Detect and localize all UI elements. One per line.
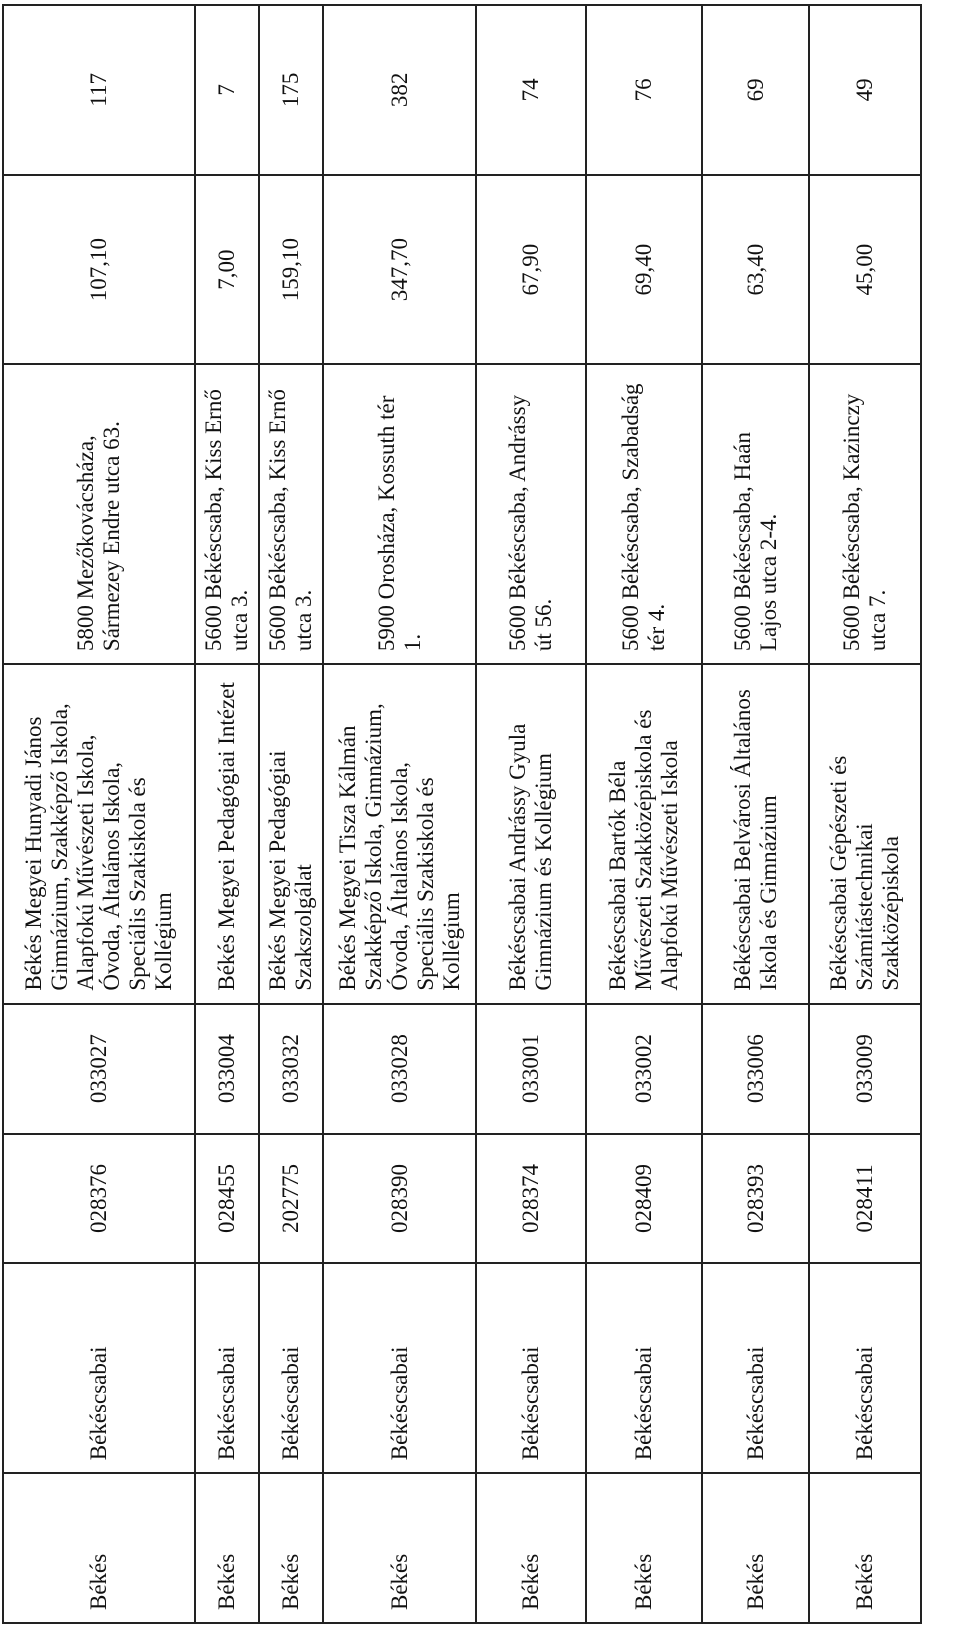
institution-name-cell: Békéscsabai Belvárosi Általános Iskola és Gimnázium [702,664,809,1004]
om-id-cell: 028374 [476,1134,586,1264]
county-cell: Békés [809,1473,921,1623]
institution-name-cell: Békés Megyei Pedagógiai Szakszolgálat [259,664,323,1004]
address-cell: 5600 Békéscsaba, Kiss Ernő utca 3. [195,364,259,664]
site-id-cell: 033001 [476,1004,586,1134]
table-row [702,5,809,1623]
district-cell: Békéscsabai [3,1263,195,1473]
address-cell: 5600 Békéscsaba, Kiss Ernő utca 3. [259,364,323,664]
county-cell: Békés [476,1473,586,1623]
value-b-cell: 69 [702,5,809,175]
address-cell: 5600 Békéscsaba, Szabadság tér 4. [586,364,702,664]
om-id-cell: 028411 [809,1134,921,1264]
district-cell: Békéscsabai [809,1263,921,1473]
district-cell: Békéscsabai [476,1263,586,1473]
table-row [586,5,702,1623]
value-b-cell: 7 [195,5,259,175]
institution-name-cell: Békéscsabai Gépészeti és Számítástechnikai Szakközépiskola [809,664,921,1004]
site-id-cell: 033006 [702,1004,809,1134]
value-a-cell: 45,00 [809,175,921,365]
table-row [3,5,195,1623]
value-b-cell: 74 [476,5,586,175]
site-id-cell: 033032 [259,1004,323,1134]
address-cell: 5600 Békéscsaba, Kazinczy utca 7. [809,364,921,664]
district-cell: Békéscsabai [195,1263,259,1473]
institution-table [2,4,922,1624]
county-cell: Békés [195,1473,259,1623]
site-id-cell: 033028 [323,1004,476,1134]
county-cell: Békés [3,1473,195,1623]
value-b-cell: 175 [259,5,323,175]
county-cell: Békés [702,1473,809,1623]
site-id-cell: 033009 [809,1004,921,1134]
value-a-cell: 347,70 [323,175,476,365]
institution-name-cell: Békés Megyei Hunyadi János Gimnázium, Szakképző Iskola, Alapfokú Művészeti Iskola, Óvoda, Általános Iskola, Speciális Szakiskola és Kollégium [3,664,195,1004]
institution-name-cell: Békés Megyei Tisza Kálmán Szakképző Iskola, Gimnázium, Óvoda, Általános Iskola, Speciális Szakiskola és Kollégium [323,664,476,1004]
value-a-cell: 69,40 [586,175,702,365]
value-b-cell: 382 [323,5,476,175]
table-row [259,5,323,1623]
institution-name-cell: Békéscsabai Bartók Béla Művészeti Szakközépiskola és Alapfokú Művészeti Iskola [586,664,702,1004]
value-a-cell: 63,40 [702,175,809,365]
address-cell: 5600 Békéscsaba, Andrássy út 56. [476,364,586,664]
table-body [3,5,921,1623]
om-id-cell: 028409 [586,1134,702,1264]
om-id-cell: 028376 [3,1134,195,1264]
table-row [323,5,476,1623]
value-b-cell: 117 [3,5,195,175]
table-row [476,5,586,1623]
district-cell: Békéscsabai [586,1263,702,1473]
address-cell: 5900 Orosháza, Kossuth tér 1. [323,364,476,664]
value-b-cell: 76 [586,5,702,175]
om-id-cell: 028390 [323,1134,476,1264]
address-cell: 5800 Mezőkovácsháza, Sármezey Endre utca 63. [3,364,195,664]
table-row [809,5,921,1623]
table-row [195,5,259,1623]
om-id-cell: 028455 [195,1134,259,1264]
value-a-cell: 159,10 [259,175,323,365]
institution-name-cell: Békéscsabai Andrássy Gyula Gimnázium és Kollégium [476,664,586,1004]
om-id-cell: 028393 [702,1134,809,1264]
institution-name-cell: Békés Megyei Pedagógiai Intézet [195,664,259,1004]
value-b-cell: 49 [809,5,921,175]
district-cell: Békéscsabai [702,1263,809,1473]
county-cell: Békés [586,1473,702,1623]
county-cell: Békés [323,1473,476,1623]
value-a-cell: 7,00 [195,175,259,365]
county-cell: Békés [259,1473,323,1623]
site-id-cell: 033002 [586,1004,702,1134]
site-id-cell: 033004 [195,1004,259,1134]
district-cell: Békéscsabai [323,1263,476,1473]
address-cell: 5600 Békéscsaba, Haán Lajos utca 2-4. [702,364,809,664]
site-id-cell: 033027 [3,1004,195,1134]
value-a-cell: 67,90 [476,175,586,365]
district-cell: Békéscsabai [259,1263,323,1473]
value-a-cell: 107,10 [3,175,195,365]
om-id-cell: 202775 [259,1134,323,1264]
